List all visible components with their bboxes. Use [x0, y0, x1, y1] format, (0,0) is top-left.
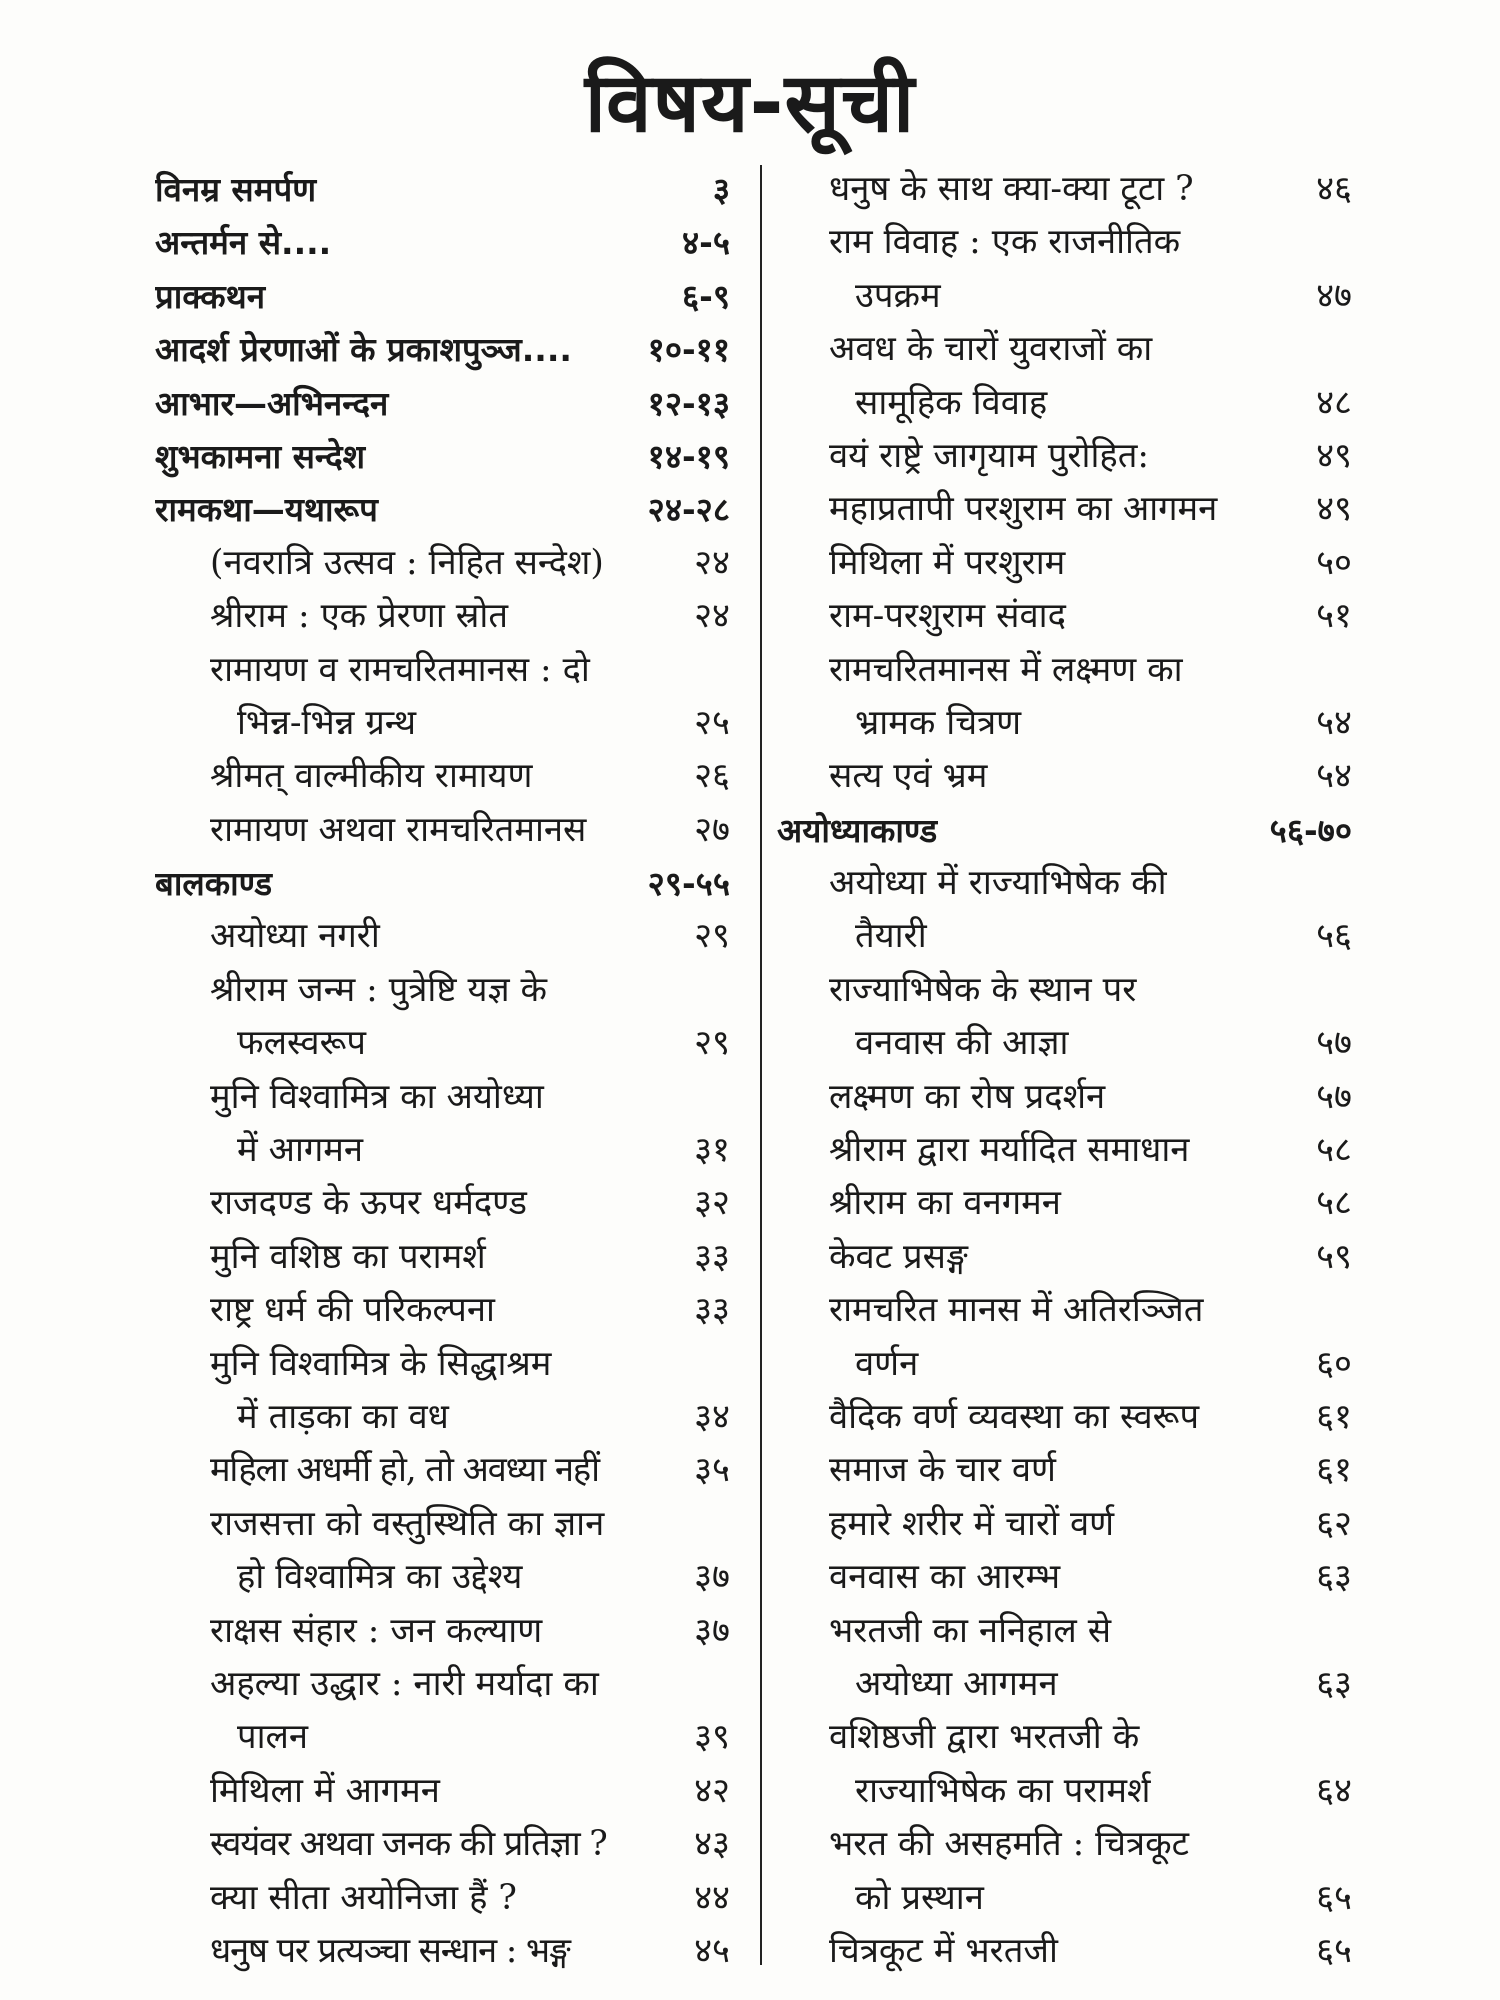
toc-entry-title: मुनि विश्वामित्र का अयोध्या — [210, 1076, 544, 1117]
toc-entry-title: अयोध्या आगमन — [855, 1663, 1058, 1704]
toc-entry-page: ५४ — [1316, 702, 1352, 743]
toc-entry-title: धनुष के साथ क्या-क्या टूटा ? — [829, 169, 1194, 209]
toc-entry-page: ६१ — [1316, 1396, 1352, 1437]
toc-entry-page: ५१ — [1316, 596, 1352, 637]
toc-entry-page: ५० — [1316, 542, 1352, 583]
toc-entry-page: ४२ — [694, 1770, 730, 1811]
toc-entry-page: ६२ — [1316, 1503, 1352, 1544]
toc-entry-page: २५ — [694, 702, 730, 743]
toc-entry — [777, 1284, 1352, 1337]
toc-entry — [155, 1338, 730, 1391]
toc-entry — [155, 1872, 730, 1925]
toc-entry-title: महिला अधर्मी हो, तो अवध्या नहीं — [210, 1450, 599, 1491]
toc-entry-page: १०-११ — [647, 330, 730, 370]
toc-entry-page: २४ — [694, 542, 730, 583]
toc-entry-title: वयं राष्ट्रे जागृयाम पुरोहित: — [829, 435, 1150, 476]
toc-entry — [777, 1124, 1352, 1177]
toc-entry-title: भरतजी का ननिहाल से — [829, 1610, 1112, 1651]
toc-entry — [777, 964, 1352, 1017]
toc-entry-page: ३९ — [694, 1717, 730, 1758]
toc-section-heading — [155, 270, 730, 323]
toc-entry-title: राजदण्ड के ऊपर धर्मदण्ड — [210, 1183, 528, 1224]
toc-entry — [777, 377, 1352, 430]
toc-entry-title: उपक्रम — [855, 275, 941, 316]
toc-entry-page: ३३ — [694, 1290, 730, 1331]
toc-entry — [155, 1017, 730, 1070]
toc-entry — [155, 750, 730, 803]
toc-entry — [155, 1711, 730, 1764]
toc-entry-title: रामचरित मानस में अतिरञ्जित — [829, 1290, 1204, 1331]
toc-entry — [155, 1658, 730, 1711]
toc-entry-page: ४९ — [1316, 435, 1352, 476]
toc-entry-page: १४-१९ — [647, 436, 730, 476]
toc-entry-page: ४४ — [694, 1877, 730, 1918]
toc-entry-title: क्या सीता अयोनिजा हैं ? — [210, 1877, 517, 1918]
toc-entry-title: श्रीराम द्वारा मर्यादित समाधान — [829, 1130, 1190, 1171]
toc-entry-page: ६५ — [1316, 1930, 1352, 1971]
toc-left-column — [155, 163, 730, 1978]
toc-section-heading — [155, 377, 730, 430]
toc-entry-title: आदर्श प्रेरणाओं के प्रकाशपुञ्ज.... — [155, 330, 572, 370]
toc-entry-title: समाज के चार वर्ण — [829, 1450, 1056, 1491]
toc-section-heading — [155, 163, 730, 216]
toc-entry — [777, 750, 1352, 803]
toc-entry-page: २४ — [694, 596, 730, 637]
toc-entry-page: ३ — [712, 170, 730, 209]
toc-entry — [155, 1177, 730, 1230]
toc-entry-title: राजसत्ता को वस्तुस्थिति का ज्ञान — [210, 1503, 605, 1544]
toc-entry-page: २४-२८ — [647, 490, 730, 530]
toc-entry-title: बालकाण्ड — [155, 864, 272, 904]
toc-entry-title: श्रीमत् वाल्मीकीय रामायण — [210, 756, 533, 797]
toc-entry — [777, 1177, 1352, 1230]
toc-entry — [155, 1444, 730, 1497]
toc-entry-page: ३२ — [694, 1183, 730, 1224]
toc-entry — [155, 1231, 730, 1284]
toc-entry-title: सत्य एवं भ्रम — [829, 756, 988, 797]
toc-entry — [777, 1551, 1352, 1604]
toc-entry-title: विनम्र समर्पण — [155, 170, 317, 209]
toc-entry-page: ६० — [1316, 1343, 1352, 1384]
toc-entry — [777, 1658, 1352, 1711]
toc-entry — [155, 804, 730, 857]
toc-entry — [777, 1071, 1352, 1124]
toc-entry — [155, 1124, 730, 1177]
page-title: विषय-सूची — [584, 56, 916, 151]
toc-entry-page: ५८ — [1316, 1183, 1352, 1224]
toc-entry-page: १२-१३ — [647, 383, 730, 423]
toc-entry-title: राज्याभिषेक के स्थान पर — [829, 969, 1137, 1010]
toc-entry-title: रामचरितमानस में लक्ष्मण का — [829, 649, 1183, 690]
toc-entry — [777, 1872, 1352, 1925]
toc-entry-title: आभार—अभिनन्दन — [155, 383, 389, 423]
toc-entry-title: वर्णन — [855, 1343, 919, 1384]
toc-entry-title: राक्षस संहार : जन कल्याण — [210, 1610, 543, 1651]
toc-entry — [777, 537, 1352, 590]
toc-entry-page: ६-९ — [681, 276, 730, 316]
toc-entry — [155, 1498, 730, 1551]
toc-entry-title: राम-परशुराम संवाद — [829, 596, 1066, 637]
toc-entry-page: ४६ — [1316, 169, 1352, 209]
toc-entry-title: वैदिक वर्ण व्यवस्था का स्वरूप — [829, 1396, 1200, 1437]
toc-entry-page: ३३ — [694, 1236, 730, 1277]
toc-entry — [155, 1284, 730, 1337]
toc-entry — [777, 910, 1352, 963]
toc-entry — [155, 964, 730, 1017]
toc-entry-title: राज्याभिषेक का परामर्श — [855, 1770, 1151, 1811]
toc-section-heading — [155, 430, 730, 483]
toc-entry-title: वनवास का आरम्भ — [829, 1557, 1061, 1598]
toc-entry — [155, 1925, 730, 1978]
toc-section-heading — [155, 857, 730, 910]
toc-entry-page: ५९ — [1316, 1236, 1352, 1277]
toc-entry-page: ४७ — [1316, 275, 1352, 316]
toc-entry — [155, 1391, 730, 1444]
toc-entry — [777, 1498, 1352, 1551]
toc-entry-title: राष्ट्र धर्म की परिकल्पना — [210, 1290, 495, 1331]
toc-entry-title: अन्तर्मन से.... — [155, 223, 332, 263]
toc-entry — [777, 430, 1352, 483]
toc-entry-title: लक्ष्मण का रोष प्रदर्शन — [829, 1076, 1106, 1117]
toc-entry-title: पालन — [237, 1717, 309, 1758]
toc-entry-title: मुनि वशिष्ठ का परामर्श — [210, 1236, 486, 1277]
toc-entry — [155, 1818, 730, 1871]
toc-entry-page: ४-५ — [681, 223, 730, 263]
toc-entry-title: चित्रकूट में भरतजी — [829, 1930, 1058, 1971]
toc-section-heading — [777, 804, 1352, 857]
toc-entry-title: राम विवाह : एक राजनीतिक — [829, 222, 1181, 263]
toc-entry-title: महाप्रतापी परशुराम का आगमन — [829, 489, 1218, 530]
toc-entry-title: रामकथा—यथारूप — [155, 490, 378, 530]
toc-entry — [155, 537, 730, 590]
toc-entry-page: ३५ — [694, 1450, 730, 1491]
toc-entry-title: श्रीराम जन्म : पुत्रेष्टि यज्ञ के — [210, 969, 548, 1010]
toc-entry-page: ३७ — [694, 1610, 730, 1651]
toc-entry-title: तैयारी — [855, 916, 927, 957]
toc-entry — [777, 216, 1352, 269]
toc-entry-title: धनुष पर प्रत्यञ्चा सन्धान : भङ्ग — [210, 1930, 570, 1971]
toc-entry-page: ६१ — [1316, 1450, 1352, 1491]
toc-entry-title: हमारे शरीर में चारों वर्ण — [829, 1503, 1115, 1544]
toc-entry-title: भ्रामक चित्रण — [855, 702, 1022, 743]
toc-entry — [777, 1605, 1352, 1658]
toc-entry-page: २९-५५ — [647, 864, 730, 904]
toc-entry — [777, 1017, 1352, 1070]
toc-entry — [777, 644, 1352, 697]
toc-entry-title: रामायण व रामचरितमानस : दो — [210, 649, 590, 690]
toc-entry-page: ३७ — [694, 1557, 730, 1598]
toc-entry-page: ३१ — [694, 1130, 730, 1171]
toc-entry-page: ४५ — [694, 1930, 730, 1971]
toc-entry-title: मुनि विश्वामित्र के सिद्धाश्रम — [210, 1343, 552, 1384]
toc-section-heading — [155, 483, 730, 536]
toc-entry-title: श्रीराम : एक प्रेरणा स्रोत — [210, 596, 508, 637]
toc-entry-page: ५४ — [1316, 756, 1352, 797]
toc-entry — [155, 1551, 730, 1604]
toc-entry-title: रामायण अथवा रामचरितमानस — [210, 809, 587, 850]
toc-entry-title: अयोध्याकाण्ड — [777, 810, 938, 850]
toc-entry — [777, 1338, 1352, 1391]
toc-entry-page: २९ — [694, 1023, 730, 1064]
toc-entry-page: ५८ — [1316, 1130, 1352, 1171]
toc-entry-page: ५७ — [1316, 1076, 1352, 1117]
toc-entry-title: अवध के चारों युवराजों का — [829, 329, 1153, 370]
toc-right-column — [777, 163, 1352, 1978]
toc-entry-title: मिथिला में परशुराम — [829, 542, 1066, 583]
toc-entry-title: फलस्वरूप — [237, 1023, 366, 1064]
toc-entry-page: २९ — [694, 916, 730, 957]
toc-entry — [777, 270, 1352, 323]
toc-entry-page: ५६-७० — [1269, 810, 1352, 850]
toc-entry-title: शुभकामना सन्देश — [155, 436, 366, 476]
toc-section-heading — [155, 216, 730, 269]
toc-entry — [155, 1071, 730, 1124]
toc-entry-title: भिन्न-भिन्न ग्रन्थ — [237, 702, 417, 743]
toc-entry — [777, 697, 1352, 750]
toc-entry — [777, 483, 1352, 536]
toc-entry-page: ४९ — [1316, 489, 1352, 530]
toc-entry-page: २६ — [694, 756, 730, 797]
toc-entry-title: में ताड़का का वध — [237, 1396, 449, 1437]
toc-entry-page: ४३ — [694, 1824, 730, 1865]
toc-entry-page: ६३ — [1316, 1557, 1352, 1598]
toc-entry-title: भरत की असहमति : चित्रकूट — [829, 1824, 1189, 1865]
toc-section-heading — [155, 323, 730, 376]
toc-entry-page: ६५ — [1316, 1877, 1352, 1918]
toc-entry — [777, 1925, 1352, 1978]
toc-entry-title: को प्रस्थान — [855, 1877, 984, 1918]
toc-entry — [777, 1765, 1352, 1818]
toc-entry — [777, 163, 1352, 216]
toc-entry-title: प्राक्कथन — [155, 276, 266, 316]
toc-entry-title: अयोध्या में राज्याभिषेक की — [829, 863, 1167, 904]
toc-entry-page: ५६ — [1316, 916, 1352, 957]
toc-entry — [155, 1765, 730, 1818]
toc-entry-title: (नवरात्रि उत्सव : निहित सन्देश) — [210, 542, 604, 583]
toc-entry-title: श्रीराम का वनगमन — [829, 1183, 1061, 1224]
toc-entry — [155, 1605, 730, 1658]
toc-entry-page: ३४ — [694, 1396, 730, 1437]
toc-entry — [777, 1391, 1352, 1444]
toc-entry-title: स्वयंवर अथवा जनक की प्रतिज्ञा ? — [210, 1824, 607, 1865]
toc-entry-title: मिथिला में आगमन — [210, 1770, 440, 1811]
toc-entry — [777, 323, 1352, 376]
toc-entry — [777, 857, 1352, 910]
toc-entry-page: २७ — [694, 809, 730, 850]
toc-entry-title: केवट प्रसङ्ग — [829, 1236, 968, 1277]
toc-entry — [155, 697, 730, 750]
toc-entry-page: ५७ — [1316, 1023, 1352, 1064]
toc-entry — [777, 1711, 1352, 1764]
toc-entry-title: अहल्या उद्धार : नारी मर्यादा का — [210, 1663, 599, 1704]
toc-entry — [155, 644, 730, 697]
toc-entry-page: ६४ — [1316, 1770, 1352, 1811]
toc-entry — [777, 1444, 1352, 1497]
toc-entry-title: में आगमन — [237, 1130, 364, 1171]
toc-entry — [777, 1231, 1352, 1284]
toc-entry — [155, 910, 730, 963]
toc-entry-title: सामूहिक विवाह — [855, 382, 1048, 423]
toc-entry-title: अयोध्या नगरी — [210, 916, 380, 957]
toc-entry-page: ६३ — [1316, 1663, 1352, 1704]
toc-entry-title: हो विश्वामित्र का उद्देश्य — [237, 1557, 523, 1598]
toc-entry-page: ४८ — [1316, 382, 1352, 423]
toc-entry-title: वनवास की आज्ञा — [855, 1023, 1069, 1064]
toc-entry — [155, 590, 730, 643]
column-divider — [760, 165, 762, 1965]
toc-entry — [777, 590, 1352, 643]
toc-entry — [777, 1818, 1352, 1871]
toc-entry-title: वशिष्ठजी द्वारा भरतजी के — [829, 1717, 1140, 1758]
